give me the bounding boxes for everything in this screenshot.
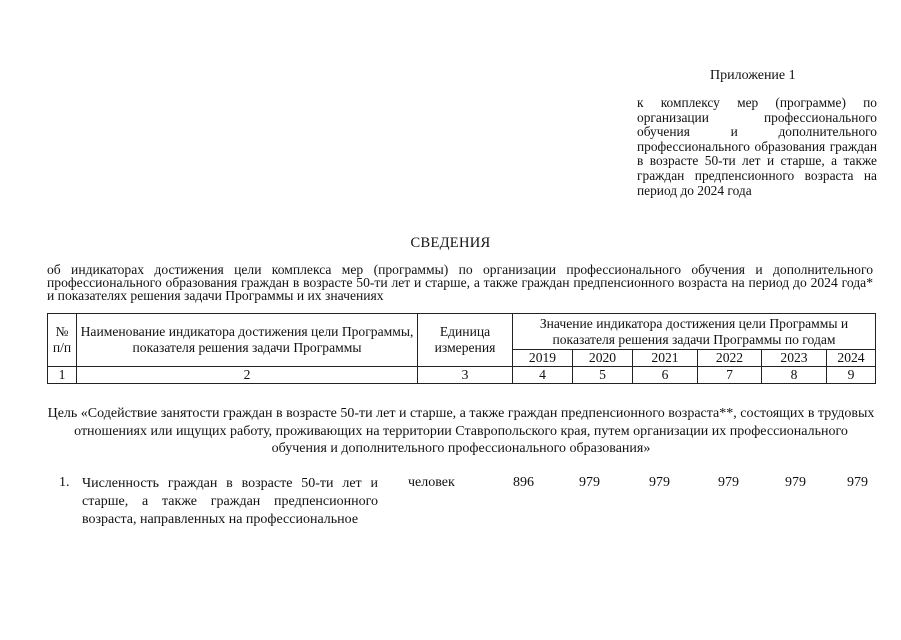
column-number: 8 (762, 367, 827, 384)
document-title: СВЕДЕНИЯ (410, 235, 491, 251)
column-number: 4 (513, 367, 573, 384)
header-unit: Единица измерения (418, 314, 513, 367)
column-number: 1 (48, 367, 77, 384)
row-indicator-name: Численность граждан в возрасте 50-ти лет и старше, а также граждан предпенсионного возраста, направленных на профессиональное (82, 476, 378, 527)
header-indicator-name: Наименование индикатора достижения цели Программы, показателя решения задачи Программы (77, 314, 418, 367)
header-year: 2024 (827, 350, 876, 367)
header-year: 2021 (633, 350, 698, 367)
column-number: 3 (418, 367, 513, 384)
row-value-2021: 979 (649, 475, 670, 490)
column-number: 2 (77, 367, 418, 384)
indicators-table-header (47, 313, 876, 384)
header-year: 2019 (513, 350, 573, 367)
program-goal: Цель «Содействие занятости граждан в возрасте 50-ти лет и старше, а также граждан предпенсионного возраста**, состоящих в трудовых отношениях или ищущих работу, проживающих на территории Ставропольского края, путем организации их профессионального обучения и дополнительного профессионального образования» (47, 406, 875, 456)
row-value-2019: 896 (513, 475, 534, 490)
appendix-text: к комплексу мер (программе) по организации профессионального обучения и дополнительного профессионального образования граждан в возрасте 50-ти лет и старше, а также граждан предпенсионного возраста на период до 2024 года (637, 95, 877, 198)
column-number: 6 (633, 367, 698, 384)
document-subtitle: об индикаторах достижения цели комплекса мер (программы) по организации профессионального обучения и дополнительного профессионального образования граждан в возрасте 50-ти лет и старше, а также граждан предпенсионного возраста на период до 2024 года* и показателях решения задачи Программы и их значениях (47, 262, 873, 303)
header-number: № п/п (48, 314, 77, 367)
row-unit: человек (408, 475, 455, 490)
row-value-2024: 979 (847, 475, 868, 490)
appendix-title: Приложение 1 (710, 68, 796, 83)
column-number: 9 (827, 367, 876, 384)
header-year: 2020 (573, 350, 633, 367)
header-year: 2023 (762, 350, 827, 367)
header-values: Значение индикатора достижения цели Программы и показателя решения задачи Программы по годам (513, 314, 876, 350)
row-number: 1. (59, 475, 70, 490)
row-value-2020: 979 (579, 475, 600, 490)
row-value-2022: 979 (718, 475, 739, 490)
column-number: 5 (573, 367, 633, 384)
row-value-2023: 979 (785, 475, 806, 490)
column-number: 7 (698, 367, 762, 384)
header-year: 2022 (698, 350, 762, 367)
